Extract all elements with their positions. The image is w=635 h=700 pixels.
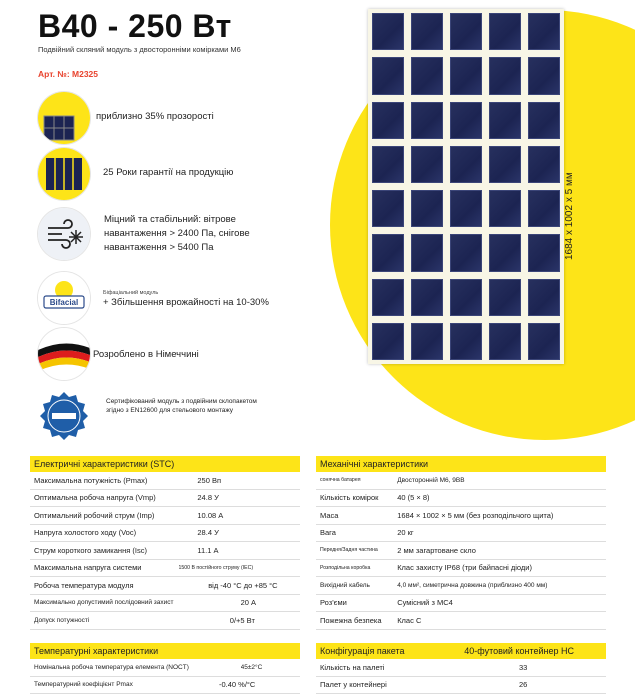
warranty-icon (38, 148, 90, 200)
row-value: Двосторонній M6, 9BB (397, 476, 465, 484)
row-key: Робоча температура модуля (34, 580, 134, 590)
temperature-table (30, 643, 300, 694)
electrical-table (30, 456, 300, 630)
solar-cell (411, 279, 443, 316)
solar-panel-image (368, 9, 564, 364)
feature-strength: Міцний та стабільний: вітрове навантаження > 2400 Па, снігове навантаження > 5400 Па (104, 214, 250, 253)
row-value: 4,0 мм², симетрична довжина (приблизно 400 мм) (397, 581, 548, 589)
solar-cell (489, 234, 521, 271)
row-value: 28.4 У (197, 528, 219, 538)
certified-seal-icon (38, 390, 90, 442)
product-subtitle: Подвійний скляний модуль з двосторонніми комірками M6 (38, 45, 241, 54)
row-key: Напруга холостого ходу (Voc) (34, 528, 137, 538)
row-value: 24.8 У (197, 493, 219, 503)
table-row (30, 542, 300, 560)
row-key: Допуск потужності (34, 616, 90, 624)
solar-cell (450, 234, 482, 271)
solar-cell (450, 102, 482, 139)
solar-cell (528, 146, 560, 183)
table-row (30, 612, 300, 630)
table-row (30, 525, 300, 543)
solar-cell (528, 13, 560, 50)
packaging-header-right: 40-футовий контейнер HC (464, 646, 574, 656)
row-key: Оптимальна робоча напруга (Vmp) (34, 493, 156, 503)
row-key: Максимально допустимий послідовний захист (34, 599, 174, 607)
feature-warranty: 25 Роки гарантії на продукцію (103, 167, 234, 178)
bifacial-badge-label: Bifacial (49, 298, 79, 307)
row-value: від -40 °C до +85 °C (208, 580, 278, 590)
table-row (316, 525, 606, 543)
mechanical-table (316, 456, 606, 630)
row-value: 1684 × 1002 × 5 мм (без розподільчого щита) (397, 510, 554, 520)
row-value: 0/+5 Вт (229, 615, 255, 625)
row-value: 40 (5 × 8) (397, 493, 430, 503)
row-key: Розподільна коробка (320, 564, 371, 571)
table-row (316, 612, 606, 630)
row-key: Передня/Задня частина (320, 547, 378, 554)
solar-cell (411, 57, 443, 94)
transparency-icon (38, 92, 90, 144)
packaging-header (316, 643, 606, 659)
panel-dimensions: 1684 x 1002 x 5 мм (564, 172, 575, 260)
solar-cell (372, 234, 404, 271)
table-row (316, 542, 606, 560)
feature-certified: Сертифікований модуль з подвійним склопакетом згідно з EN12600 для стельового монтажу (106, 398, 257, 414)
row-value: 250 Вп (197, 475, 222, 485)
solar-cell (450, 323, 482, 360)
packaging-header-left: Конфігурація пакета (320, 646, 405, 656)
solar-cell (528, 234, 560, 271)
row-key: Оптимальний робочий струм (Imp) (34, 510, 155, 520)
row-key: Пожежна безпека (320, 615, 382, 625)
solar-cell (489, 102, 521, 139)
packaging-table (316, 643, 606, 694)
solar-cell (528, 102, 560, 139)
row-key: Палет у контейнері (320, 680, 387, 690)
row-key: Температурний коефіцієнт Pmax (34, 681, 133, 689)
row-value: 45±2°C (240, 663, 263, 671)
solar-cell (372, 190, 404, 227)
row-key: Максимальна напруга системи (34, 563, 142, 573)
solar-cell (372, 146, 404, 183)
solar-cell (372, 13, 404, 50)
row-value: 11.1 А (197, 545, 219, 555)
solar-cell (489, 13, 521, 50)
solar-cell (450, 190, 482, 227)
table-row (30, 577, 300, 595)
row-value: Клас С (397, 615, 422, 625)
row-key: Вихідний кабель (320, 581, 370, 589)
solar-cell (372, 279, 404, 316)
solar-cell (489, 190, 521, 227)
row-value: 20 кг (397, 528, 414, 538)
table-row (30, 507, 300, 525)
table-row (30, 677, 300, 695)
mechanical-header: Механічні характеристики (316, 456, 606, 472)
solar-cell (489, 279, 521, 316)
solar-cell (411, 146, 443, 183)
solar-cell (528, 323, 560, 360)
row-value: 26 (519, 680, 528, 690)
table-row (316, 659, 606, 677)
product-title: B40 - 250 Вт (38, 8, 232, 44)
table-row (30, 472, 300, 490)
table-row (316, 507, 606, 525)
table-row (316, 472, 606, 490)
row-key: Вага (320, 528, 336, 538)
solar-cell (411, 102, 443, 139)
row-note: 1500 В постійного струму (IEC) (178, 564, 254, 571)
row-key: сонячна батарея (320, 477, 361, 484)
row-value: Клас захисту IP68 (три байпасні діоди) (397, 563, 532, 573)
solar-cell (528, 279, 560, 316)
solar-cell (372, 323, 404, 360)
table-row (30, 595, 300, 613)
table-row (316, 490, 606, 508)
solar-cell (411, 13, 443, 50)
solar-cell (450, 279, 482, 316)
electrical-header: Електричні характеристики (STC) (30, 456, 300, 472)
row-value: 33 (519, 662, 528, 672)
solar-cell (450, 146, 482, 183)
solar-cell (411, 234, 443, 271)
row-key: Кількість на палеті (320, 662, 385, 672)
feature-germany: Розроблено в Німеччині (93, 349, 199, 360)
row-value: 2 мм загартоване скло (397, 545, 476, 555)
row-key: Роз'єми (320, 598, 347, 608)
temperature-header: Температурні характеристики (30, 643, 300, 659)
table-row (316, 677, 606, 695)
feature-transparency: приблизно 35% прозорості (96, 111, 214, 122)
article-number: Арт. №: M2325 (38, 69, 99, 79)
germany-flag-icon (38, 328, 90, 380)
solar-cell (528, 190, 560, 227)
solar-cell (489, 57, 521, 94)
bifacial-small-label: Біфаціальний модуль (103, 290, 159, 296)
table-row (316, 560, 606, 578)
solar-cell (450, 13, 482, 50)
table-row (30, 560, 300, 578)
row-value: Сумісний з MC4 (397, 598, 453, 608)
table-row (316, 595, 606, 613)
solar-cell (450, 57, 482, 94)
solar-cell (411, 190, 443, 227)
row-key: Кількість комірок (320, 493, 379, 503)
solar-cell (372, 57, 404, 94)
row-value: -0.40 %/°C (219, 680, 256, 690)
table-row (30, 490, 300, 508)
row-key: Максимальна потужність (Pmax) (34, 475, 148, 485)
wind-snow-icon (38, 208, 90, 260)
table-row (316, 577, 606, 595)
solar-cell (489, 146, 521, 183)
row-key: Струм короткого замикання (Isc) (34, 545, 147, 555)
solar-cell (528, 57, 560, 94)
solar-cell (372, 102, 404, 139)
bifacial-icon (38, 272, 90, 324)
row-value: 20 А (240, 598, 257, 608)
row-value: 10.08 А (197, 510, 224, 520)
feature-bifacial: + Збільшення врожайності на 10-30% (103, 297, 269, 308)
row-key: Маса (320, 510, 339, 520)
solar-cell (411, 323, 443, 360)
row-key: Номінальна робоча температура елемента (NOCT) (34, 663, 189, 671)
solar-cell (489, 323, 521, 360)
table-row (30, 659, 300, 677)
